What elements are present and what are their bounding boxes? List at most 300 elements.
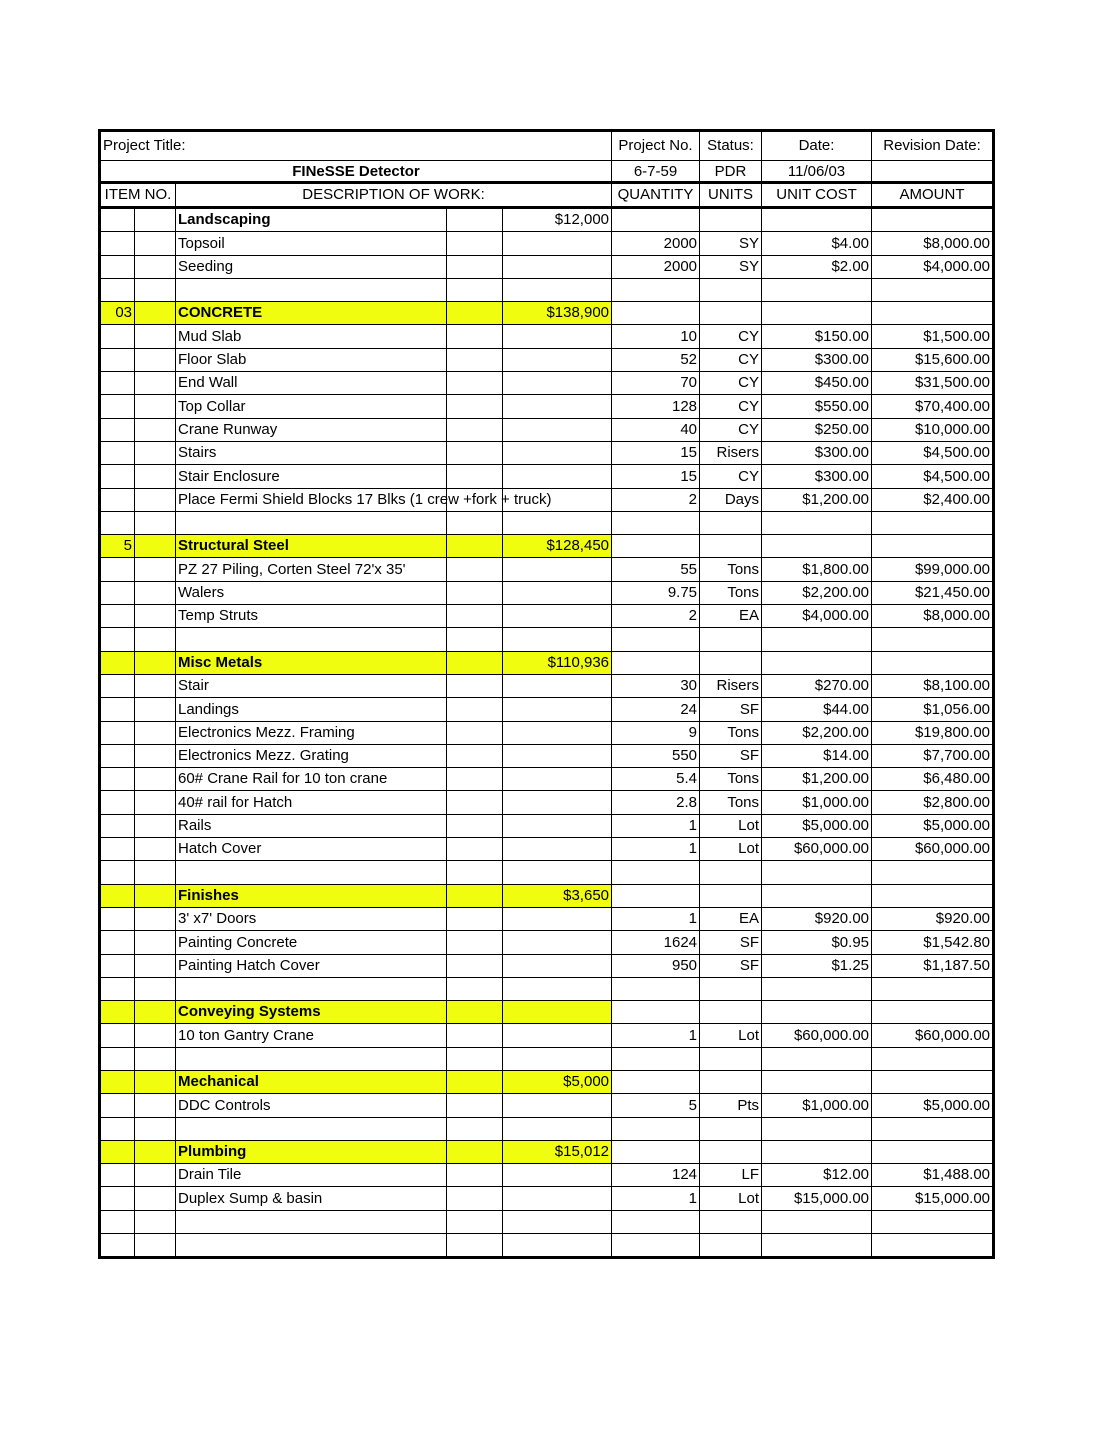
- empty-cell: [612, 884, 700, 907]
- section-subtotal: $15,012: [503, 1140, 612, 1163]
- line-amount: $99,000.00: [872, 558, 994, 581]
- empty-cell: [503, 1187, 612, 1210]
- empty-cell: [100, 768, 135, 791]
- line-item-row: [100, 931, 994, 954]
- empty-cell: [503, 698, 612, 721]
- empty-cell: [762, 884, 872, 907]
- blank-row: [100, 511, 994, 534]
- line-unit-cost: $2,200.00: [762, 581, 872, 604]
- empty-cell: [700, 208, 762, 232]
- empty-cell: [612, 628, 700, 651]
- empty-cell: [100, 628, 135, 651]
- empty-cell: [503, 441, 612, 464]
- line-description-text: Electronics Mezz. Grating: [178, 747, 349, 765]
- empty-cell: [135, 791, 176, 814]
- line-units: CY: [700, 395, 762, 418]
- section-spacer: [135, 1001, 176, 1024]
- empty-cell: [135, 1210, 176, 1233]
- line-amount: $7,700.00: [872, 744, 994, 767]
- empty-cell: [176, 1234, 447, 1258]
- line-item-row: [100, 441, 994, 464]
- line-units: CY: [700, 348, 762, 371]
- empty-cell: [503, 977, 612, 1000]
- empty-cell: [762, 1117, 872, 1140]
- empty-cell: [872, 977, 994, 1000]
- line-item-row: [100, 838, 994, 861]
- line-quantity: 24: [612, 698, 700, 721]
- empty-cell: [135, 1234, 176, 1258]
- line-item-row: [100, 721, 994, 744]
- empty-cell: [135, 348, 176, 371]
- empty-cell: [135, 325, 176, 348]
- empty-cell: [762, 208, 872, 232]
- empty-cell: [503, 1024, 612, 1047]
- empty-cell: [135, 558, 176, 581]
- empty-cell: [447, 954, 503, 977]
- empty-cell: [872, 651, 994, 674]
- empty-cell: [100, 558, 135, 581]
- empty-cell: [762, 302, 872, 325]
- empty-cell: [447, 372, 503, 395]
- empty-cell: [503, 721, 612, 744]
- date-label: Date:: [762, 131, 872, 161]
- empty-cell: [447, 698, 503, 721]
- empty-cell: [503, 581, 612, 604]
- line-units: LF: [700, 1164, 762, 1187]
- empty-cell: [100, 1164, 135, 1187]
- line-amount: $4,500.00: [872, 441, 994, 464]
- line-unit-cost: $250.00: [762, 418, 872, 441]
- line-amount: $4,500.00: [872, 465, 994, 488]
- empty-cell: [100, 1117, 135, 1140]
- section-item-no: [100, 1140, 135, 1163]
- line-item-row: [100, 488, 994, 511]
- empty-cell: [762, 977, 872, 1000]
- section-title: Plumbing: [176, 1140, 447, 1163]
- empty-cell: [135, 954, 176, 977]
- line-amount: $8,100.00: [872, 674, 994, 697]
- line-item-row: [100, 558, 994, 581]
- line-amount: $1,056.00: [872, 698, 994, 721]
- section-row: [100, 535, 994, 558]
- empty-cell: [503, 1210, 612, 1233]
- section-spacer: [447, 884, 503, 907]
- section-subtotal: $128,450: [503, 535, 612, 558]
- empty-cell: [135, 861, 176, 884]
- empty-cell: [447, 441, 503, 464]
- line-description-text: 60# Crane Rail for 10 ton crane: [178, 770, 388, 788]
- line-units: Tons: [700, 558, 762, 581]
- empty-cell: [762, 651, 872, 674]
- empty-cell: [503, 372, 612, 395]
- line-amount: $10,000.00: [872, 418, 994, 441]
- line-amount: $70,400.00: [872, 395, 994, 418]
- line-quantity: 10: [612, 325, 700, 348]
- line-description: End Wall: [176, 372, 447, 395]
- line-quantity: 1: [612, 1024, 700, 1047]
- line-units: Risers: [700, 674, 762, 697]
- line-amount: $2,400.00: [872, 488, 994, 511]
- empty-cell: [100, 232, 135, 255]
- line-units: Lot: [700, 1024, 762, 1047]
- empty-cell: [503, 232, 612, 255]
- empty-cell: [135, 1094, 176, 1117]
- empty-cell: [503, 1094, 612, 1117]
- line-unit-cost: $2,200.00: [762, 721, 872, 744]
- line-description: Walers: [176, 581, 447, 604]
- section-item-no: 03: [100, 302, 135, 325]
- section-spacer: [135, 208, 176, 232]
- section-title: Conveying Systems: [176, 1001, 447, 1024]
- line-units: SY: [700, 232, 762, 255]
- section-row: [100, 884, 994, 907]
- empty-cell: [503, 791, 612, 814]
- section-title: Mechanical: [176, 1070, 447, 1093]
- empty-cell: [447, 1187, 503, 1210]
- line-item-row: [100, 348, 994, 371]
- line-item-row: [100, 1164, 994, 1187]
- line-item-row: [100, 954, 994, 977]
- line-item-row: [100, 698, 994, 721]
- empty-cell: [503, 814, 612, 837]
- empty-cell: [503, 954, 612, 977]
- blank-row: [100, 977, 994, 1000]
- line-item-row: [100, 232, 994, 255]
- section-subtotal: $110,936: [503, 651, 612, 674]
- line-amount: $8,000.00: [872, 605, 994, 628]
- empty-cell: [503, 1047, 612, 1070]
- col-quantity: QUANTITY: [612, 183, 700, 208]
- empty-cell: [176, 278, 447, 301]
- empty-cell: [503, 395, 612, 418]
- empty-cell: [100, 1210, 135, 1233]
- line-quantity: 550: [612, 744, 700, 767]
- section-spacer: [135, 302, 176, 325]
- empty-cell: [135, 488, 176, 511]
- line-amount: $1,488.00: [872, 1164, 994, 1187]
- line-description: Top Collar: [176, 395, 447, 418]
- line-units: Lot: [700, 838, 762, 861]
- line-description-text: Electronics Mezz. Framing: [178, 723, 355, 741]
- blank-row: [100, 1210, 994, 1233]
- empty-cell: [762, 511, 872, 534]
- empty-cell: [447, 931, 503, 954]
- line-description: Painting Hatch Cover: [176, 954, 447, 977]
- line-quantity: 2.8: [612, 791, 700, 814]
- line-units: Tons: [700, 768, 762, 791]
- empty-cell: [762, 1070, 872, 1093]
- revision-date-value: [872, 161, 994, 183]
- empty-cell: [700, 1001, 762, 1024]
- empty-cell: [100, 372, 135, 395]
- section-item-no: [100, 1001, 135, 1024]
- empty-cell: [762, 628, 872, 651]
- empty-cell: [503, 674, 612, 697]
- empty-cell: [135, 418, 176, 441]
- empty-cell: [503, 768, 612, 791]
- line-quantity: 1: [612, 814, 700, 837]
- line-unit-cost: $4.00: [762, 232, 872, 255]
- section-spacer: [135, 651, 176, 674]
- section-item-no: [100, 651, 135, 674]
- line-item-row: [100, 674, 994, 697]
- blank-row: [100, 1047, 994, 1070]
- project-title-label: Project Title:: [100, 131, 612, 161]
- line-description: [176, 558, 447, 581]
- empty-cell: [700, 1047, 762, 1070]
- project-no-label: Project No.: [612, 131, 700, 161]
- line-description: Stairs: [176, 441, 447, 464]
- empty-cell: [503, 1234, 612, 1258]
- empty-cell: [135, 232, 176, 255]
- empty-cell: [612, 1070, 700, 1093]
- line-item-row: [100, 372, 994, 395]
- line-quantity: 15: [612, 465, 700, 488]
- empty-cell: [503, 278, 612, 301]
- line-unit-cost: $450.00: [762, 372, 872, 395]
- line-amount: $15,000.00: [872, 1187, 994, 1210]
- line-unit-cost: $1,200.00: [762, 488, 872, 511]
- line-item-row: [100, 325, 994, 348]
- empty-cell: [447, 1117, 503, 1140]
- empty-cell: [612, 1047, 700, 1070]
- line-description: Stair: [176, 674, 447, 697]
- empty-cell: [700, 1117, 762, 1140]
- empty-cell: [100, 931, 135, 954]
- header-row-values: [100, 161, 994, 183]
- empty-cell: [447, 1047, 503, 1070]
- line-description: Mud Slab: [176, 325, 447, 348]
- line-description: Landings: [176, 698, 447, 721]
- empty-cell: [135, 605, 176, 628]
- line-item-row: [100, 744, 994, 767]
- line-units: SF: [700, 954, 762, 977]
- line-unit-cost: $0.95: [762, 931, 872, 954]
- estimate-sheet: [98, 129, 995, 1259]
- empty-cell: [700, 1234, 762, 1258]
- line-quantity: 40: [612, 418, 700, 441]
- line-description: Stair Enclosure: [176, 465, 447, 488]
- line-description: Hatch Cover: [176, 838, 447, 861]
- empty-cell: [100, 395, 135, 418]
- empty-cell: [135, 931, 176, 954]
- line-amount: $31,500.00: [872, 372, 994, 395]
- empty-cell: [503, 418, 612, 441]
- line-amount: $19,800.00: [872, 721, 994, 744]
- project-name: FINeSSE Detector: [100, 161, 612, 183]
- empty-cell: [100, 1047, 135, 1070]
- col-item-no: ITEM NO.: [100, 183, 176, 208]
- empty-cell: [100, 674, 135, 697]
- empty-cell: [612, 861, 700, 884]
- empty-cell: [872, 1117, 994, 1140]
- empty-cell: [503, 628, 612, 651]
- empty-cell: [447, 744, 503, 767]
- empty-cell: [612, 1001, 700, 1024]
- empty-cell: [447, 232, 503, 255]
- section-title: Landscaping: [176, 208, 447, 232]
- line-units: CY: [700, 372, 762, 395]
- col-description: DESCRIPTION OF WORK:: [176, 183, 612, 208]
- section-spacer: [447, 1140, 503, 1163]
- empty-cell: [762, 1047, 872, 1070]
- empty-cell: [612, 977, 700, 1000]
- empty-cell: [612, 535, 700, 558]
- line-quantity: 1: [612, 907, 700, 930]
- empty-cell: [135, 907, 176, 930]
- line-units: CY: [700, 325, 762, 348]
- section-title: CONCRETE: [176, 302, 447, 325]
- empty-cell: [503, 511, 612, 534]
- empty-cell: [135, 441, 176, 464]
- blank-row: [100, 861, 994, 884]
- empty-cell: [700, 1140, 762, 1163]
- line-units: Days: [700, 488, 762, 511]
- line-units: Risers: [700, 441, 762, 464]
- line-units: Lot: [700, 814, 762, 837]
- line-quantity: 9: [612, 721, 700, 744]
- empty-cell: [447, 581, 503, 604]
- empty-cell: [700, 977, 762, 1000]
- empty-cell: [503, 1164, 612, 1187]
- line-item-row: [100, 814, 994, 837]
- line-amount: $60,000.00: [872, 1024, 994, 1047]
- empty-cell: [872, 278, 994, 301]
- line-description: Crane Runway: [176, 418, 447, 441]
- empty-cell: [872, 302, 994, 325]
- line-units: CY: [700, 418, 762, 441]
- empty-cell: [135, 465, 176, 488]
- line-unit-cost: $44.00: [762, 698, 872, 721]
- line-item-row: [100, 1187, 994, 1210]
- line-units: CY: [700, 465, 762, 488]
- empty-cell: [100, 744, 135, 767]
- line-description: Duplex Sump & basin: [176, 1187, 447, 1210]
- line-units: Lot: [700, 1187, 762, 1210]
- empty-cell: [872, 1001, 994, 1024]
- blank-row: [100, 278, 994, 301]
- empty-cell: [503, 255, 612, 278]
- line-amount: $15,600.00: [872, 348, 994, 371]
- empty-cell: [135, 768, 176, 791]
- line-unit-cost: $920.00: [762, 907, 872, 930]
- revision-date-label: Revision Date:: [872, 131, 994, 161]
- empty-cell: [135, 838, 176, 861]
- empty-cell: [447, 418, 503, 441]
- empty-cell: [762, 1210, 872, 1233]
- empty-cell: [135, 1047, 176, 1070]
- empty-cell: [700, 535, 762, 558]
- col-units: UNITS: [700, 183, 762, 208]
- line-unit-cost: $300.00: [762, 465, 872, 488]
- column-header-row: [100, 183, 994, 208]
- line-amount: $5,000.00: [872, 814, 994, 837]
- line-description: 40# rail for Hatch: [176, 791, 447, 814]
- empty-cell: [872, 1047, 994, 1070]
- line-units: SF: [700, 698, 762, 721]
- empty-cell: [100, 511, 135, 534]
- empty-cell: [176, 1047, 447, 1070]
- empty-cell: [100, 814, 135, 837]
- line-quantity: 70: [612, 372, 700, 395]
- line-description: Rails: [176, 814, 447, 837]
- line-quantity: 15: [612, 441, 700, 464]
- section-item-no: [100, 208, 135, 232]
- empty-cell: [612, 208, 700, 232]
- empty-cell: [872, 1070, 994, 1093]
- empty-cell: [100, 255, 135, 278]
- line-description: Seeding: [176, 255, 447, 278]
- empty-cell: [135, 1187, 176, 1210]
- line-amount: $21,450.00: [872, 581, 994, 604]
- empty-cell: [872, 511, 994, 534]
- empty-cell: [135, 698, 176, 721]
- section-subtotal: $138,900: [503, 302, 612, 325]
- line-quantity: 950: [612, 954, 700, 977]
- empty-cell: [135, 581, 176, 604]
- section-spacer: [447, 535, 503, 558]
- line-unit-cost: $300.00: [762, 348, 872, 371]
- empty-cell: [447, 465, 503, 488]
- empty-cell: [135, 511, 176, 534]
- empty-cell: [176, 1210, 447, 1233]
- blank-row: [100, 1117, 994, 1140]
- empty-cell: [100, 977, 135, 1000]
- empty-cell: [176, 977, 447, 1000]
- date-value: 11/06/03: [762, 161, 872, 183]
- header-row-labels: [100, 131, 994, 161]
- empty-cell: [447, 558, 503, 581]
- empty-cell: [503, 861, 612, 884]
- line-description: DDC Controls: [176, 1094, 447, 1117]
- line-description: Floor Slab: [176, 348, 447, 371]
- section-subtotal: [503, 1001, 612, 1024]
- section-item-no: 5: [100, 535, 135, 558]
- empty-cell: [503, 907, 612, 930]
- line-amount: $1,500.00: [872, 325, 994, 348]
- line-description: 3' x7' Doors: [176, 907, 447, 930]
- line-amount: $5,000.00: [872, 1094, 994, 1117]
- empty-cell: [135, 977, 176, 1000]
- empty-cell: [503, 325, 612, 348]
- empty-cell: [447, 395, 503, 418]
- line-unit-cost: $300.00: [762, 441, 872, 464]
- empty-cell: [447, 1094, 503, 1117]
- empty-cell: [100, 325, 135, 348]
- section-row: [100, 302, 994, 325]
- empty-cell: [700, 302, 762, 325]
- empty-cell: [447, 721, 503, 744]
- empty-cell: [872, 884, 994, 907]
- empty-cell: [447, 907, 503, 930]
- line-quantity: 2: [612, 488, 700, 511]
- line-amount: $1,542.80: [872, 931, 994, 954]
- empty-cell: [762, 1140, 872, 1163]
- line-unit-cost: $4,000.00: [762, 605, 872, 628]
- empty-cell: [100, 488, 135, 511]
- line-amount: $2,800.00: [872, 791, 994, 814]
- line-unit-cost: $60,000.00: [762, 838, 872, 861]
- empty-cell: [612, 1210, 700, 1233]
- status-value: PDR: [700, 161, 762, 183]
- blank-row: [100, 1234, 994, 1258]
- line-item-row: [100, 395, 994, 418]
- empty-cell: [447, 255, 503, 278]
- line-unit-cost: $1,200.00: [762, 768, 872, 791]
- empty-cell: [135, 395, 176, 418]
- empty-cell: [100, 1024, 135, 1047]
- line-units: SF: [700, 931, 762, 954]
